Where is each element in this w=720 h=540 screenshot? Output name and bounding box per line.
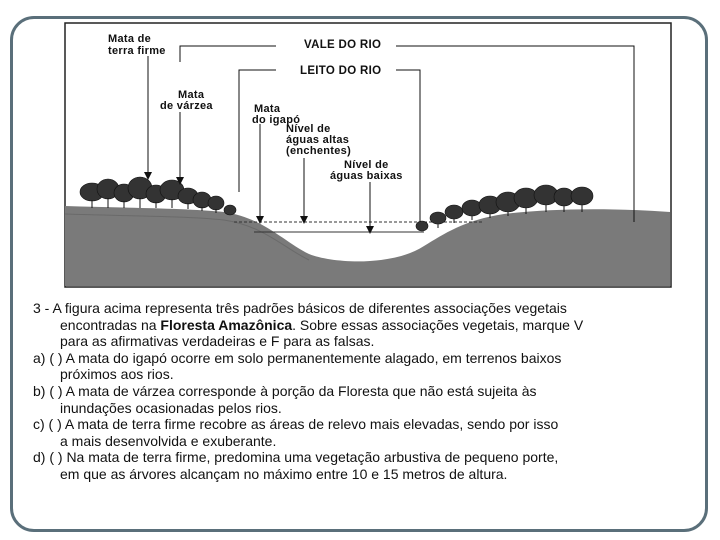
label-aguas-altas-1: Nível de	[286, 123, 331, 135]
option-a-line-2: próximos aos rios.	[60, 366, 174, 383]
question-block	[33, 300, 683, 483]
question-intro-line-2	[33, 317, 683, 334]
intro-text-post: . Sobre essas associações vegetais, marque V	[292, 316, 584, 333]
label-varzea-1: Mata	[178, 89, 205, 101]
question-intro-line-3: para as afirmativas verdadeiras e F para as falsas.	[60, 333, 375, 350]
river-valley-diagram	[64, 22, 672, 288]
option-d-line-1: d) ( ) Na mata de terra firme, predomina uma vegetação arbustiva de pequeno porte,	[33, 449, 559, 466]
label-vale-do-rio: VALE DO RIO	[304, 39, 382, 51]
intro-text-bold: Floresta Amazônica	[160, 316, 293, 333]
river-valley-figure	[64, 22, 672, 288]
question-intro-line-1: 3 - A figura acima representa três padrões básicos de diferentes associações vegetais	[33, 300, 567, 316]
intro-text-pre: encontradas na	[60, 316, 161, 333]
label-terra-firme-1: Mata de	[108, 33, 152, 45]
option-c-line-2: a mais desenvolvida e exuberante.	[60, 432, 277, 449]
label-leito-do-rio: LEITO DO RIO	[300, 65, 382, 77]
option-c-line-1: c) ( ) A mata de terra firme recobre as áreas de relevo mais elevadas, sendo por isso	[33, 416, 559, 433]
label-varzea-2: de várzea	[160, 100, 213, 112]
option-d-line-2: em que as árvores alcançam no máximo entre 10 e 15 metros de altura.	[60, 465, 508, 482]
option-a-line-1: a) ( ) A mata do igapó ocorre em solo permanentemente alagado, em terrenos baixos	[33, 349, 562, 366]
option-b-line-1: b) ( ) A mata de várzea corresponde à porção da Floresta que não está sujeita às	[33, 382, 537, 399]
label-aguas-altas-2: águas altas	[286, 134, 350, 146]
option-b-line-2: inundações ocasionadas pelos rios.	[60, 399, 282, 416]
label-terra-firme-2: terra firme	[108, 45, 166, 57]
label-igapo-2: do igapó	[252, 114, 301, 126]
label-aguas-baixas-2: águas baixas	[330, 170, 403, 182]
label-igapo-1: Mata	[254, 103, 281, 115]
label-aguas-altas-3: (enchentes)	[286, 145, 352, 157]
label-aguas-baixas-1: Nível de	[344, 159, 389, 171]
